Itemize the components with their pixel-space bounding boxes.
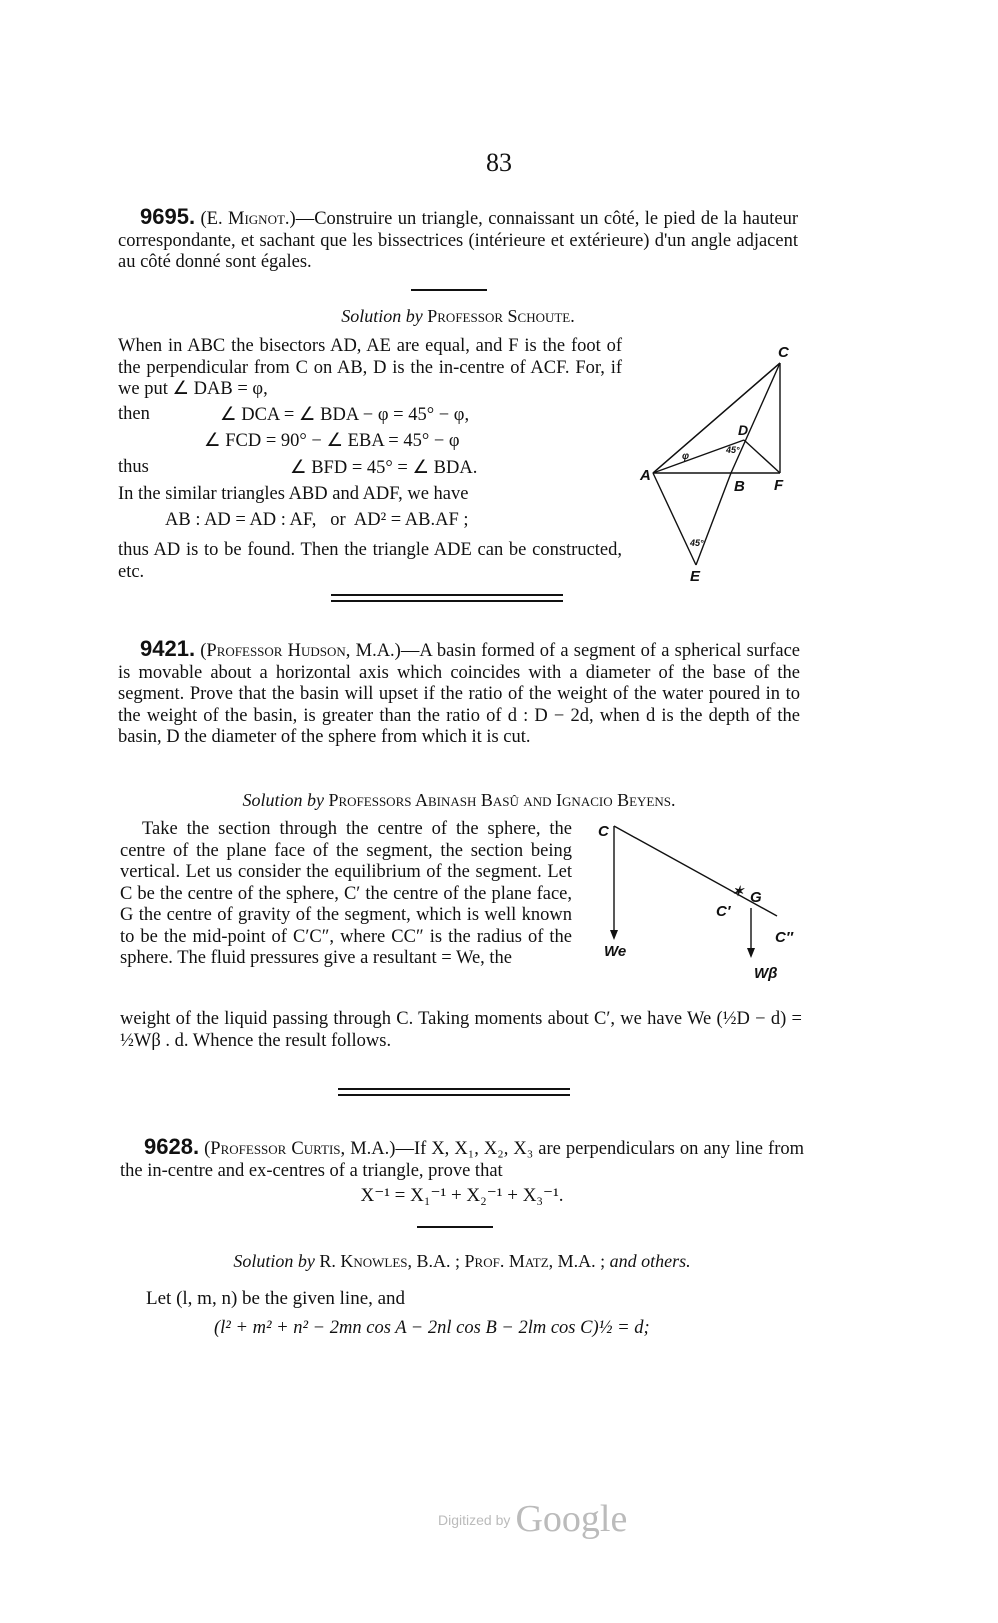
label-45-b: 45° xyxy=(690,538,704,548)
short-rule xyxy=(417,1226,493,1228)
question-9628 xyxy=(120,1136,804,1182)
google-logo: Google xyxy=(515,1498,628,1540)
question-author: (Professor Curtis, M.A.) xyxy=(204,1139,396,1159)
solution-authors: Professors Abinash Basû and Ignacio Beyens. xyxy=(328,790,676,810)
label-We: We xyxy=(604,943,627,960)
solution-body: When in ABC the bisectors AD, AE are equal, and F is the foot of the perpendicular from C on AB, D is the in-centre of ACF. For, if we put ∠ DAB = φ, xyxy=(118,336,622,399)
similar-triangles-line: In the similar triangles ABD and ADF, we have xyxy=(118,484,469,504)
label-B: B xyxy=(734,478,745,495)
digitized-by-text: Digitized by xyxy=(438,1512,511,1528)
double-rule xyxy=(338,1088,570,1096)
label-45-a: 45° xyxy=(726,445,740,455)
solution-heading: Solution by R. Knowles, B.A. ; Prof. Matz, M.A. ; and others. xyxy=(233,1251,691,1271)
label-Wb: Wβ xyxy=(754,965,778,982)
sphere-section-figure xyxy=(592,820,807,990)
question-number: 9421. xyxy=(140,636,196,661)
centre-gravity-mark: ✶ xyxy=(732,883,744,899)
label-C: C xyxy=(778,344,789,361)
eq-fcd: ∠ FCD = 90° − ∠ EBA = 45° − φ xyxy=(204,431,460,451)
short-rule xyxy=(411,289,487,291)
double-rule xyxy=(331,594,563,602)
eq-then-label: then xyxy=(118,404,150,424)
eq-thus-label: thus xyxy=(118,457,149,477)
question-text: —Construire un triangle, connaissant un côté, le pied de la hauteur correspondante, et sachant que les bissectrices (intérieure et extérieure) d'un angle adjacent au côté donné sont égales. xyxy=(118,209,799,272)
question-author: (Professor Hudson, M.A.) xyxy=(200,641,401,661)
formula-9628: X⁻¹ = X₁⁻¹ + X₂⁻¹ + X₃⁻¹. xyxy=(360,1185,564,1206)
google-watermark xyxy=(438,1497,658,1541)
label-G: G xyxy=(750,889,762,906)
label-C: C xyxy=(598,823,609,840)
let-line: Let (l, m, n) be the given line, and xyxy=(146,1288,406,1309)
distance-equation: (l² + m² + n² − 2mn cos A − 2nl cos B − 2lm cos C)½ = d; xyxy=(214,1318,650,1338)
solution-body-end: weight of the liquid passing through C. Taking moments about C′, we have We (½D − d) = ½Wβ . d. Whence the result follows. xyxy=(120,1009,802,1051)
solution-heading: Solution by Professor Schoute. xyxy=(341,306,575,326)
question-text: —If X, X₁, X₂, X₃ are perpendiculars on any line from the in-centre and ex-centres of a triangle, prove that xyxy=(120,1139,804,1181)
triangle-figure xyxy=(630,335,810,595)
solution-conclusion: thus AD is to be found. Then the triangle ADE can be constructed, etc. xyxy=(118,540,622,582)
page-number: 83 xyxy=(486,148,512,177)
eq-thus: ∠ BFD = 45° = ∠ BDA. xyxy=(290,458,478,478)
label-D: D xyxy=(738,422,749,438)
question-9695 xyxy=(118,206,798,274)
label-F: F xyxy=(774,477,784,494)
label-C-double-prime: C″ xyxy=(775,929,794,946)
solution-body: Take the section through the centre of the sphere, the centre of the plane face of the segment, the section being vertical. Let us consider the equilibrium of the segment. Let C be the centre of the sphere, C′ the centre of the plane face, G the centre of gravity of the segment, which is well known to be the mid-point of C′C″, where CC″ is the radius of the sphere. The fluid pressures give a resultant = We, the xyxy=(120,819,572,968)
label-E: E xyxy=(690,568,701,585)
question-number: 9695. xyxy=(140,204,196,229)
question-number: 9628. xyxy=(144,1134,200,1159)
solution-authors: R. Knowles, B.A. ; Prof. Matz, M.A. ; xyxy=(319,1251,606,1271)
eq-then: ∠ DCA = ∠ BDA − φ = 45° − φ, xyxy=(220,405,470,425)
label-phi: φ xyxy=(682,451,690,462)
label-C-prime: C′ xyxy=(716,903,731,920)
solution-heading: Solution by Professors Abinash Basû and Ignacio Beyens. xyxy=(242,790,676,810)
ratio-equation: AB : AD = AD : AF, or AD² = AB.AF ; xyxy=(165,510,469,530)
question-author: (E. Mignot.) xyxy=(200,209,296,229)
question-9421 xyxy=(118,638,800,749)
solution-author: Professor Schoute. xyxy=(427,306,575,326)
question-text: —A basin formed of a segment of a spherical surface is movable about a horizontal axis which coincides with a diameter of the base of the segment. Prove that the basin will upset if the ratio of the weight of the water poured in to the weight of the basin, is greater than the ratio of d : D − 2d, when d is the depth of the basin, D the diameter of the sphere from which it is cut. xyxy=(118,641,801,747)
label-A: A xyxy=(640,467,651,484)
